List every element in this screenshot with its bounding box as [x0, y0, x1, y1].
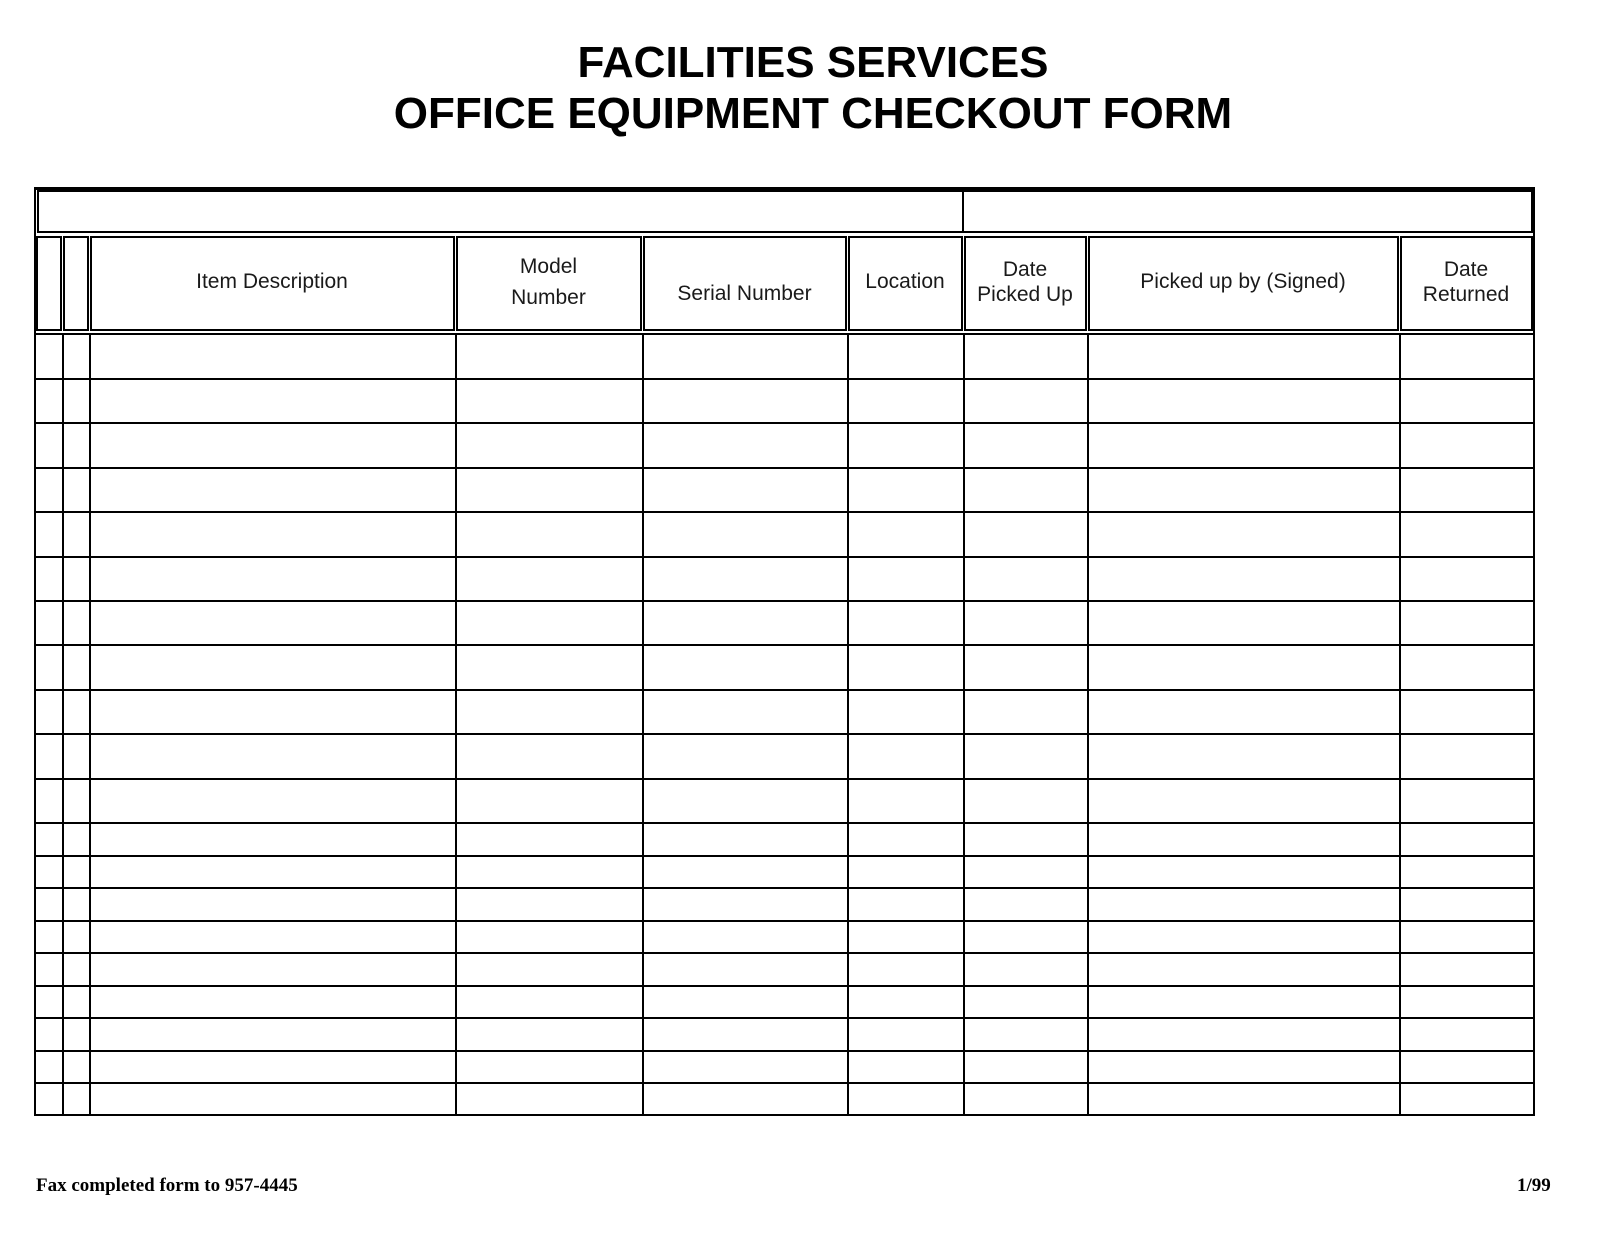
entry-cell-blank2[interactable] — [64, 513, 89, 556]
entry-cell-serial-number[interactable] — [644, 922, 847, 952]
entry-cell-serial-number[interactable] — [644, 824, 847, 855]
entry-cell-location[interactable] — [849, 1019, 963, 1050]
entry-cell-item-description[interactable] — [91, 780, 455, 822]
entry-cell-serial-number[interactable] — [644, 889, 847, 920]
entry-cell-blank1[interactable] — [37, 646, 62, 689]
entry-cell-picked-up-by[interactable] — [1089, 735, 1399, 778]
row-rule — [35, 1082, 1533, 1084]
entry-cell-serial-number[interactable] — [644, 469, 847, 511]
entry-cell-serial-number[interactable] — [644, 380, 847, 422]
entry-cell-blank1[interactable] — [37, 513, 62, 556]
entry-cell-date-picked-up[interactable] — [965, 335, 1087, 378]
column-header-date-picked-up: Date Picked Up — [977, 257, 1073, 306]
entry-cell-date-returned[interactable] — [1401, 691, 1533, 733]
entry-cell-date-picked-up[interactable] — [965, 380, 1087, 422]
entry-cell-picked-up-by[interactable] — [1089, 469, 1399, 511]
entry-cell-blank1[interactable] — [37, 735, 62, 778]
entry-cell-serial-number[interactable] — [644, 954, 847, 985]
entry-cell-blank1[interactable] — [37, 602, 62, 644]
table-right-border — [1533, 187, 1535, 1116]
top-band-divider — [962, 190, 964, 233]
entry-cell-serial-number[interactable] — [644, 335, 847, 378]
entry-cell-location[interactable] — [849, 691, 963, 733]
entry-cell-item-description[interactable] — [91, 424, 455, 467]
entry-cell-blank1[interactable] — [37, 954, 62, 985]
entry-cell-model-number[interactable] — [457, 889, 642, 920]
entry-cell-model-number[interactable] — [457, 691, 642, 733]
entry-cell-location[interactable] — [849, 380, 963, 422]
entry-cell-item-description[interactable] — [91, 857, 455, 887]
entry-cell-blank2[interactable] — [64, 424, 89, 467]
entry-cell-serial-number[interactable] — [644, 1019, 847, 1050]
entry-cell-date-picked-up[interactable] — [965, 469, 1087, 511]
entry-cell-blank2[interactable] — [64, 735, 89, 778]
entry-cell-date-returned[interactable] — [1401, 889, 1533, 920]
entry-cell-blank2[interactable] — [64, 857, 89, 887]
entry-cell-model-number[interactable] — [457, 824, 642, 855]
entry-cell-date-picked-up[interactable] — [965, 646, 1087, 689]
entry-cell-model-number[interactable] — [457, 922, 642, 952]
entry-cell-item-description[interactable] — [91, 558, 455, 600]
entry-cell-location[interactable] — [849, 735, 963, 778]
entry-cell-model-number[interactable] — [457, 646, 642, 689]
header-cell-blank1 — [36, 236, 62, 331]
entry-cell-date-picked-up[interactable] — [965, 1019, 1087, 1050]
entry-cell-blank1[interactable] — [37, 469, 62, 511]
entry-cell-picked-up-by[interactable] — [1089, 987, 1399, 1017]
entry-cell-item-description[interactable] — [91, 335, 455, 378]
entry-cell-blank2[interactable] — [64, 824, 89, 855]
entry-cell-date-picked-up[interactable] — [965, 424, 1087, 467]
row-rule — [35, 1050, 1533, 1052]
top-band — [37, 190, 1533, 233]
entry-cell-item-description[interactable] — [91, 954, 455, 985]
entry-cell-item-description[interactable] — [91, 513, 455, 556]
entry-cell-date-picked-up[interactable] — [965, 735, 1087, 778]
entry-cell-date-picked-up[interactable] — [965, 691, 1087, 733]
entry-cell-date-returned[interactable] — [1401, 380, 1533, 422]
entry-cell-picked-up-by[interactable] — [1089, 335, 1399, 378]
entry-cell-item-description[interactable] — [91, 922, 455, 952]
entry-cell-date-returned[interactable] — [1401, 602, 1533, 644]
entry-cell-date-returned[interactable] — [1401, 424, 1533, 467]
entry-cell-date-picked-up[interactable] — [965, 602, 1087, 644]
entry-cell-blank2[interactable] — [64, 987, 89, 1017]
entry-cell-serial-number[interactable] — [644, 602, 847, 644]
column-header-model-number: Model Number — [511, 254, 586, 309]
entry-cell-model-number[interactable] — [457, 558, 642, 600]
entry-cell-location[interactable] — [849, 646, 963, 689]
entry-cell-serial-number[interactable] — [644, 691, 847, 733]
entry-cell-serial-number[interactable] — [644, 735, 847, 778]
entry-cell-picked-up-by[interactable] — [1089, 889, 1399, 920]
entry-cell-date-picked-up[interactable] — [965, 513, 1087, 556]
entry-cell-date-returned[interactable] — [1401, 335, 1533, 378]
entry-cell-item-description[interactable] — [91, 987, 455, 1017]
entry-cell-model-number[interactable] — [457, 954, 642, 985]
entry-cell-date-returned[interactable] — [1401, 735, 1533, 778]
entry-cell-picked-up-by[interactable] — [1089, 424, 1399, 467]
entry-cell-picked-up-by[interactable] — [1089, 602, 1399, 644]
entry-cell-model-number[interactable] — [457, 987, 642, 1017]
entry-cell-location[interactable] — [849, 922, 963, 952]
entry-cell-location[interactable] — [849, 857, 963, 887]
entry-cell-date-picked-up[interactable] — [965, 558, 1087, 600]
entry-cell-blank1[interactable] — [37, 558, 62, 600]
entry-cell-item-description[interactable] — [91, 469, 455, 511]
column-header-serial-number: Serial Number — [677, 282, 812, 305]
entry-cell-date-returned[interactable] — [1401, 922, 1533, 952]
entry-cell-blank2[interactable] — [64, 1019, 89, 1050]
entry-cell-blank1[interactable] — [37, 380, 62, 422]
entry-cell-blank2[interactable] — [64, 469, 89, 511]
entry-cell-date-picked-up[interactable] — [965, 889, 1087, 920]
entry-cell-model-number[interactable] — [457, 469, 642, 511]
entry-cell-blank1[interactable] — [37, 691, 62, 733]
entry-cell-blank1[interactable] — [37, 780, 62, 822]
entry-cell-location[interactable] — [849, 424, 963, 467]
entry-cell-item-description[interactable] — [91, 824, 455, 855]
entry-cell-date-returned[interactable] — [1401, 824, 1533, 855]
entry-cell-picked-up-by[interactable] — [1089, 780, 1399, 822]
entry-cell-date-returned[interactable] — [1401, 646, 1533, 689]
entry-cell-date-returned[interactable] — [1401, 987, 1533, 1017]
entry-cell-serial-number[interactable] — [644, 646, 847, 689]
entry-cell-date-returned[interactable] — [1401, 1019, 1533, 1050]
entry-cell-location[interactable] — [849, 513, 963, 556]
form-title-line-2: OFFICE EQUIPMENT CHECKOUT FORM — [393, 89, 1233, 138]
entry-cell-item-description[interactable] — [91, 1019, 455, 1050]
entry-cell-date-picked-up[interactable] — [965, 780, 1087, 822]
column-header-item-description: Item Description — [196, 270, 348, 293]
form-title-line-1: FACILITIES SERVICES — [577, 38, 1049, 87]
entry-cell-model-number[interactable] — [457, 735, 642, 778]
entry-cell-date-picked-up[interactable] — [965, 824, 1087, 855]
entry-cell-date-returned[interactable] — [1401, 780, 1533, 822]
entry-cell-blank1[interactable] — [37, 824, 62, 855]
entry-cell-model-number[interactable] — [457, 380, 642, 422]
entry-cell-picked-up-by[interactable] — [1089, 380, 1399, 422]
entry-cell-model-number[interactable] — [457, 1019, 642, 1050]
form-revision: 1/99 — [1517, 1175, 1551, 1196]
entry-cell-model-number[interactable] — [457, 513, 642, 556]
entry-cell-location[interactable] — [849, 824, 963, 855]
entry-cell-picked-up-by[interactable] — [1089, 922, 1399, 952]
entry-cell-location[interactable] — [849, 558, 963, 600]
entry-cell-blank2[interactable] — [64, 922, 89, 952]
entry-cell-blank2[interactable] — [64, 335, 89, 378]
column-header-location: Location — [865, 270, 945, 293]
entry-cell-picked-up-by[interactable] — [1089, 857, 1399, 887]
entry-cell-blank1[interactable] — [37, 424, 62, 467]
entry-cell-blank1[interactable] — [37, 857, 62, 887]
entry-cell-location[interactable] — [849, 335, 963, 378]
entry-cell-blank2[interactable] — [64, 602, 89, 644]
entry-cell-serial-number[interactable] — [644, 857, 847, 887]
entry-cell-blank2[interactable] — [64, 558, 89, 600]
entry-cell-location[interactable] — [849, 469, 963, 511]
entry-cell-blank2[interactable] — [64, 380, 89, 422]
entry-cell-date-picked-up[interactable] — [965, 857, 1087, 887]
entry-cell-date-picked-up[interactable] — [965, 987, 1087, 1017]
fax-instruction: Fax completed form to 957-4445 — [36, 1175, 298, 1196]
entry-cell-picked-up-by[interactable] — [1089, 1019, 1399, 1050]
entry-cell-model-number[interactable] — [457, 780, 642, 822]
entry-cell-location[interactable] — [849, 954, 963, 985]
entry-cell-picked-up-by[interactable] — [1089, 558, 1399, 600]
entry-cell-model-number[interactable] — [457, 424, 642, 467]
entry-cell-blank2[interactable] — [64, 954, 89, 985]
entry-cell-serial-number[interactable] — [644, 424, 847, 467]
entry-cell-item-description[interactable] — [91, 889, 455, 920]
entry-cell-location[interactable] — [849, 987, 963, 1017]
entry-cell-serial-number[interactable] — [644, 558, 847, 600]
row-rule — [35, 1114, 1533, 1116]
entry-cell-date-returned[interactable] — [1401, 469, 1533, 511]
entry-cell-blank1[interactable] — [37, 922, 62, 952]
entry-cell-blank1[interactable] — [37, 987, 62, 1017]
entry-cell-blank1[interactable] — [37, 1019, 62, 1050]
entry-cell-location[interactable] — [849, 780, 963, 822]
entry-cell-blank2[interactable] — [64, 889, 89, 920]
entry-cell-item-description[interactable] — [91, 646, 455, 689]
entry-cell-serial-number[interactable] — [644, 513, 847, 556]
entry-cell-date-returned[interactable] — [1401, 558, 1533, 600]
entry-cell-blank1[interactable] — [37, 335, 62, 378]
entry-cell-blank2[interactable] — [64, 646, 89, 689]
entry-cell-item-description[interactable] — [91, 380, 455, 422]
entry-cell-item-description[interactable] — [91, 691, 455, 733]
entry-cell-item-description[interactable] — [91, 735, 455, 778]
entry-cell-blank1[interactable] — [37, 889, 62, 920]
header-cell-blank2 — [63, 236, 89, 331]
entry-cell-item-description[interactable] — [91, 602, 455, 644]
entry-cell-date-returned[interactable] — [1401, 954, 1533, 985]
entry-cell-model-number[interactable] — [457, 602, 642, 644]
entry-cell-location[interactable] — [849, 889, 963, 920]
entry-cell-date-returned[interactable] — [1401, 857, 1533, 887]
entry-cell-picked-up-by[interactable] — [1089, 691, 1399, 733]
entry-cell-blank2[interactable] — [64, 691, 89, 733]
entry-cell-picked-up-by[interactable] — [1089, 954, 1399, 985]
entry-cell-date-returned[interactable] — [1401, 513, 1533, 556]
entry-cell-blank2[interactable] — [64, 780, 89, 822]
entry-cell-picked-up-by[interactable] — [1089, 824, 1399, 855]
entry-cell-serial-number[interactable] — [644, 780, 847, 822]
column-header-date-returned: Date Returned — [1422, 257, 1510, 306]
entry-cell-picked-up-by[interactable] — [1089, 646, 1399, 689]
entry-cell-model-number[interactable] — [457, 857, 642, 887]
entry-cell-model-number[interactable] — [457, 335, 642, 378]
entry-cell-location[interactable] — [849, 602, 963, 644]
entry-cell-date-picked-up[interactable] — [965, 954, 1087, 985]
column-header-picked-up-by: Picked up by (Signed) — [1140, 270, 1346, 293]
entry-cell-serial-number[interactable] — [644, 987, 847, 1017]
entry-cell-picked-up-by[interactable] — [1089, 513, 1399, 556]
entry-cell-date-picked-up[interactable] — [965, 922, 1087, 952]
